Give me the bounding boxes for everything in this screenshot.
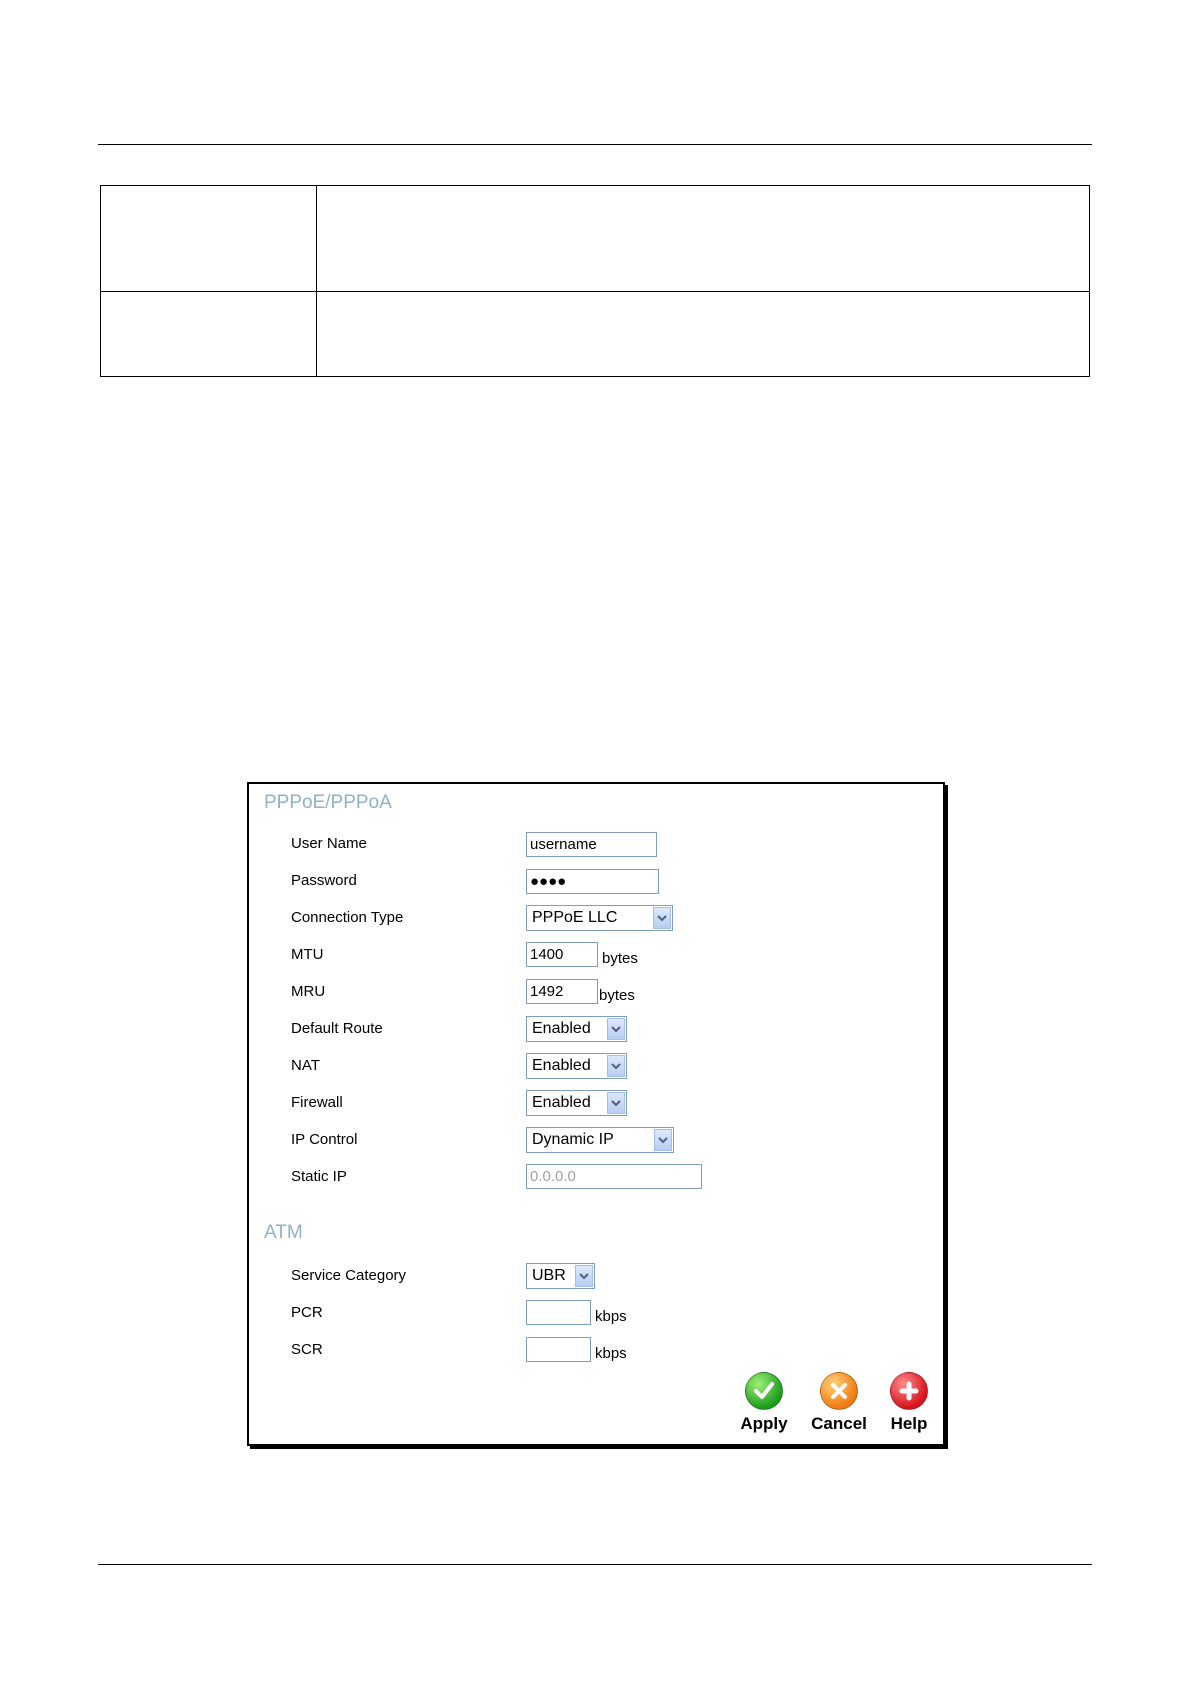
default-route-value: Enabled	[532, 1020, 591, 1037]
chevron-down-icon[interactable]	[607, 1018, 625, 1040]
table-cell	[101, 186, 317, 292]
static-ip-input	[526, 1164, 702, 1189]
help-button[interactable]	[877, 1372, 941, 1434]
pppoe-section-title: PPPoE/PPPoA	[264, 792, 392, 813]
table-cell	[317, 186, 1090, 292]
chevron-down-icon[interactable]	[653, 907, 671, 929]
mtu-unit: bytes	[602, 950, 638, 967]
connection-type-select[interactable]	[526, 905, 673, 931]
password-label: Password	[291, 872, 357, 889]
default-route-label: Default Route	[291, 1020, 383, 1037]
chevron-down-icon[interactable]	[654, 1129, 672, 1151]
ip-control-select[interactable]	[526, 1127, 674, 1153]
user-name-input[interactable]	[526, 832, 657, 857]
chevron-down-icon[interactable]	[607, 1055, 625, 1077]
pcr-unit: kbps	[595, 1308, 627, 1325]
table-row	[101, 292, 1090, 377]
ip-control-label: IP Control	[291, 1131, 358, 1148]
table-cell	[101, 292, 317, 377]
password-input[interactable]: ●●●●	[526, 869, 659, 894]
scr-unit: kbps	[595, 1345, 627, 1362]
apply-label: Apply	[740, 1414, 788, 1433]
mru-unit: bytes	[599, 987, 635, 1004]
service-category-select[interactable]	[526, 1263, 595, 1289]
ip-control-value: Dynamic IP	[532, 1131, 614, 1148]
table-cell	[317, 292, 1090, 377]
description-table	[100, 185, 1090, 377]
help-plus-icon	[890, 1372, 928, 1410]
mtu-label: MTU	[291, 946, 324, 963]
cancel-x-icon	[820, 1372, 858, 1410]
checkmark-icon	[745, 1372, 783, 1410]
footer-rule	[98, 1564, 1092, 1565]
pcr-input[interactable]	[526, 1300, 591, 1325]
chevron-down-icon[interactable]	[575, 1265, 593, 1287]
cancel-button[interactable]	[807, 1372, 871, 1434]
header-rule	[98, 144, 1092, 145]
chevron-down-icon[interactable]	[607, 1092, 625, 1114]
pcr-label: PCR	[291, 1304, 323, 1321]
scr-input[interactable]	[526, 1337, 591, 1362]
service-category-value: UBR	[532, 1267, 566, 1284]
connection-type-value: PPPoE LLC	[532, 909, 618, 926]
pppoe-settings-panel	[247, 782, 945, 1446]
nat-value: Enabled	[532, 1057, 591, 1074]
user-name-label: User Name	[291, 835, 367, 852]
atm-section-title: ATM	[264, 1222, 303, 1243]
table-row	[101, 186, 1090, 292]
service-category-label: Service Category	[291, 1267, 407, 1284]
connection-type-label: Connection Type	[291, 909, 404, 926]
mru-input[interactable]	[526, 979, 598, 1004]
firewall-label: Firewall	[291, 1094, 343, 1111]
firewall-value: Enabled	[532, 1094, 591, 1111]
nat-select[interactable]	[526, 1053, 627, 1079]
help-label: Help	[890, 1414, 928, 1433]
firewall-select[interactable]	[526, 1090, 627, 1116]
static-ip-label: Static IP	[291, 1168, 347, 1185]
nat-label: NAT	[291, 1057, 320, 1074]
scr-label: SCR	[291, 1341, 323, 1358]
default-route-select[interactable]	[526, 1016, 627, 1042]
apply-button[interactable]	[732, 1372, 796, 1434]
mru-label: MRU	[291, 983, 326, 1000]
mtu-input[interactable]	[526, 942, 598, 967]
cancel-label: Cancel	[811, 1414, 867, 1433]
